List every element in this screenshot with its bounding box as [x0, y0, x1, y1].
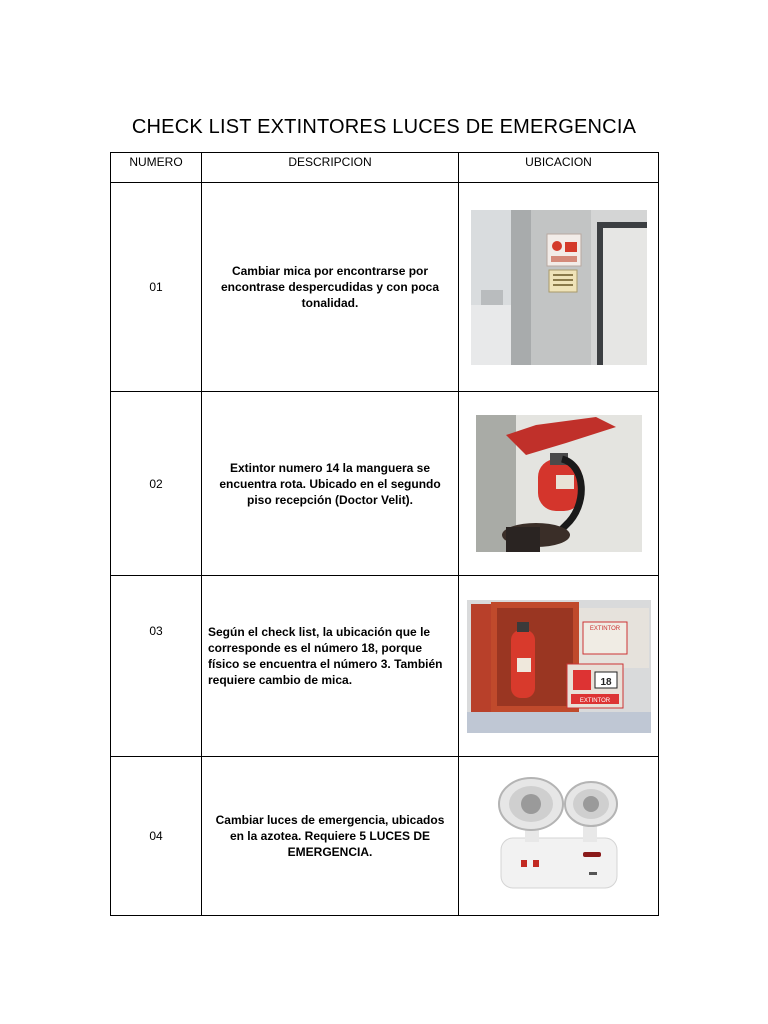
fire-extinguisher-hose-photo	[476, 415, 642, 552]
row-description: Según el check list, la ubicación que le corresponde es el número 18, porque físico se encuentra el número 3. También requiere cambio de mica.	[202, 576, 459, 757]
sign-extintor-top: EXTINTOR	[589, 625, 620, 632]
extinguisher-cabinet-photo	[467, 600, 651, 733]
header-descripcion: DESCRIPCION	[202, 153, 459, 183]
table-row	[111, 757, 659, 916]
row-description: Cambiar luces de emergencia, ubicados en la azotea. Requiere 5 LUCES DE EMERGENCIA.	[202, 757, 459, 916]
sign-extintor-bottom: EXTINTOR	[579, 697, 610, 704]
row-description: Cambiar mica por encontrarse por encontrase despercudidas y con poca tonalidad.	[202, 183, 459, 392]
row-number: 04	[111, 757, 202, 916]
table-row	[111, 576, 659, 757]
header-numero: NUMERO	[111, 153, 202, 183]
emergency-light-photo	[471, 776, 647, 896]
page-title: CHECK LIST EXTINTORES LUCES DE EMERGENCIA	[131, 116, 637, 138]
row-photo-cell	[459, 576, 659, 757]
row-number: 01	[111, 183, 202, 392]
sign-number: 18	[599, 676, 612, 688]
table-row	[111, 183, 659, 392]
row-number: 02	[111, 392, 202, 576]
row-photo-cell	[459, 757, 659, 916]
table-row	[111, 392, 659, 576]
checklist-table	[110, 152, 659, 916]
row-number: 03	[111, 576, 202, 757]
row-photo-cell	[459, 392, 659, 576]
row-photo-cell	[459, 183, 659, 392]
header-ubicacion: UBICACION	[459, 153, 659, 183]
table-header-row	[111, 153, 659, 183]
wall-with-signage-photo	[471, 210, 647, 365]
row-description: Extintor numero 14 la manguera se encuentra rota. Ubicado en el segundo piso recepción (Doctor Velit).	[202, 392, 459, 576]
